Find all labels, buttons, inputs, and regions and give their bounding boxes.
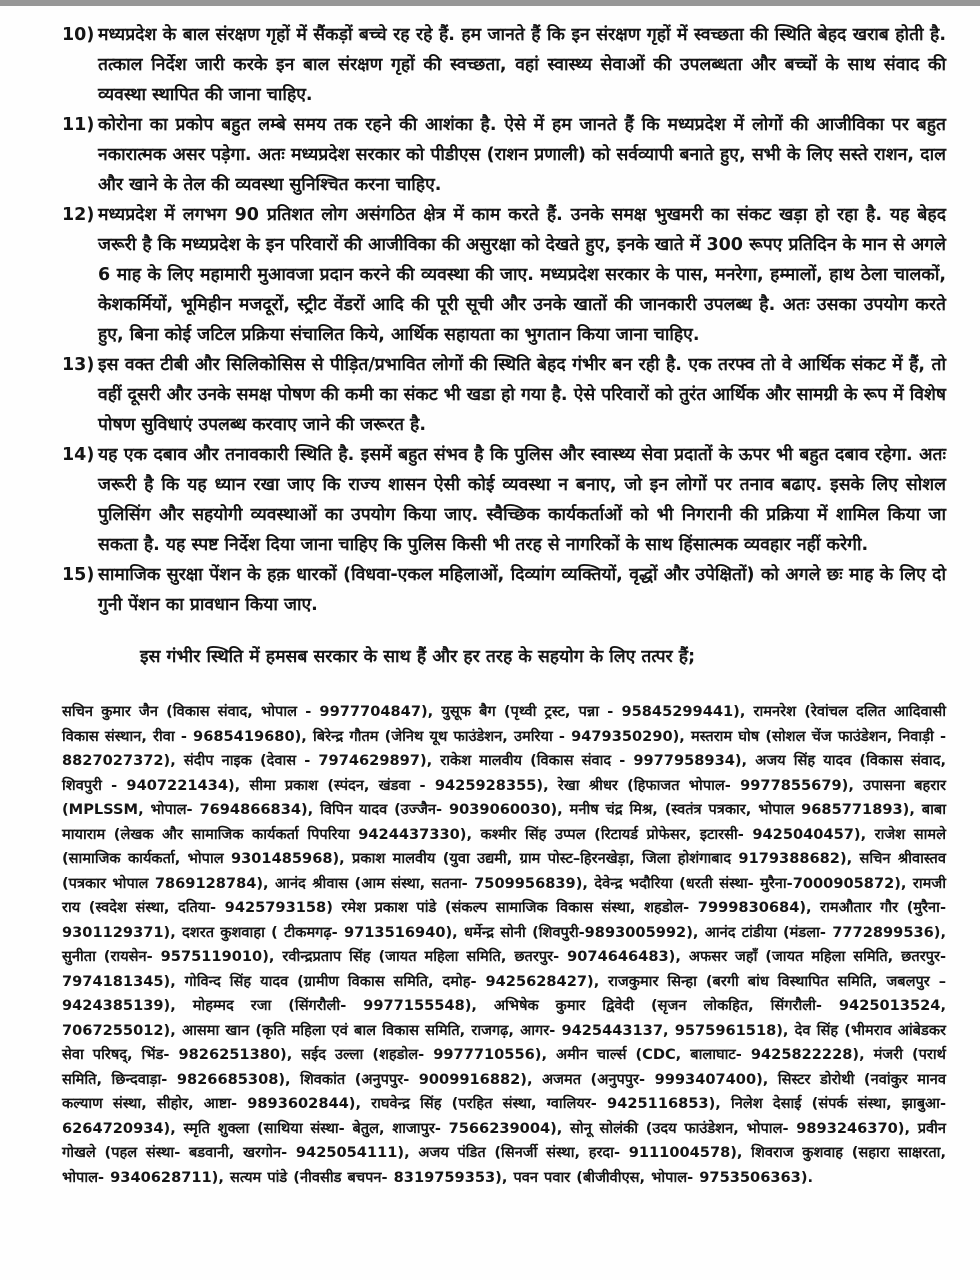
signatories-paragraph: सचिन कुमार जैन (विकास संवाद, भोपाल - 9977704847), युसूफ बैग (पृथ्वी ट्रस्ट, पन्ना - 95845299441), रामनरेश (रेवांचल दलित आदिवासी विकास संस्थान, रीवा - 9685419680), बिरेन्द्र गौतम (जेनिथ यूथ फाउंडेशन, उमरिया - 9479350290), मस्तराम घोष (सोशल चेंज फाउंडेशन, निवाड़ी - 8827027372), संदीप नाइक (देवास - 7974629897), राकेश मालवीय (विकास संवाद - 9977958934), अजय सिंह यादव (विकास संवाद, शिवपुरी - 9407221434), सीमा प्रकाश (स्पंदन, खंडवा - 9425928355), रेखा श्रीधर (हिफाजत भोपाल- 9977855679), उपासना बहरार (MPLSSM, भोपाल- 7694866834), विपिन यादव (उज्जैन- 9039060030), मनीष चंद्र मिश्र, (स्वतंत्र पत्रकार, भोपाल 9685771893), बाबा मायाराम (लेखक और सामाजिक कार्यकर्ता पिपरिया 9424437330), कश्मीर सिंह उप्पल (रिटायर्ड प्रोफेसर, इटारसी- 9425040457), राजेश सामले (सामाजिक कार्यकर्ता, भोपाल 9301485968), प्रकाश मालवीय (युवा उद्यमी, ग्राम पोस्ट–हिरनखेड़ा, जिला होशंगाबाद 9179388682), सचिन श्रीवास्तव (पत्रकार भोपाल 7869128784), आनंद श्रीवास (आम संस्था, सतना- 7509956839), देवेन्द्र भदौरिया (धरती संस्था- मुरैना-7000905872), रामजी राय (स्वदेश संस्था, दतिया- 9425793158) रमेश प्रकाश पांडे (संकल्प सामाजिक विकास संस्था, शहडोल- 7999830684), रामऔतार गौर (मुरैना- 9301129371), दशरत कुशवाहा ( टीकमगढ़- 9713516940), धर्मेन्द्र सोनी (शिवपुरी-9893005992), आनंद टांडीया (मंडला- 7772899536), सुनीता (रायसेन- 9575119010), रवीन्द्रप्रताप सिंह (जायत महिला समिति, छतरपुर- 9074646483), अफसर जहाँ (जायत महिला समिति, छतरपुर- 7974181345), गोविन्द सिंह यादव (ग्रामीण विकास समिति, दमोह- 9425628427), राजकुमार सिन्हा (बरगी बांध विस्थापित समिति, जबलपुर – 9424385139), मोहम्मद रजा (सिंगरौली- 9977155548), अभिषेक कुमार द्विवेदी (सृजन लोकहित, सिंगरौली- 9425013524, 7067255012), आसमा खान (कृति महिला एवं बाल विकास समिति, राजगढ़, आगर- 9425443137, 9575961518), देव सिंह (भीमराव आंबेडकर सेवा परिषद्, भिंड- 9826251380), सईद उल्ला (शहडोल- 9977710556), अमीन चार्ल्स (CDC, बालाघाट- 9425822228), मंजरी (परार्थ समिति, छिन्दवाड़ा- 9826685308), शिवकांत (अनुपपुर- 9009916882), अजमत (अनुपपुर- 9993407400), सिस्टर डोरोथी (नवांकुर मानव कल्याण संस्था, सीहोर, आष्टा- 9893602844), राघवेन्द्र सिंह (परहित संस्था, ग्वालियर- 9425116853), निलेश देसाई (संपर्क संस्था, झाबुआ- 6264720934), स्मृति शुक्ला (साथिया संस्था- बेतुल, शाजापुर- 7566239004), सोनू सोलंकी (उदय फाउंडेशन, भोपाल- 9893246370), प्रवीन गोखले (पहल संस्था- बडवानी, खरगोन- 9425054111), अजय पंडित (सिनर्जी संस्था, हरदा- 9111004578), शिवराज कुशवाह (सहारा साक्षरता, भोपाल- 9340628711), सत्यम पांडे (नीवसीड बचपन- 8319759353), पवन पवार (बीजीवीएस, भोपाल- 9753506363). [62,703,946,1186]
list-item-text: कोरोना का प्रकोप बहुत लम्बे समय तक रहने की आशंका है. ऐसे में हम जानते हैं कि मध्यप्रदेश में लोगों की आजीविका पर बहुत नकारात्मक असर पड़ेगा. अतः मध्यप्रदेश सरकार को पीडीएस (राशन प्रणाली) को सर्वव्यापी बनाते हुए, सभी के लिए सस्ते राशन, दाल और खाने के तेल की व्यवस्था सुनिश्चित करना चाहिए. [98,115,946,195]
scan-edge-bar [0,0,980,6]
list-item-number: 13) [62,355,95,375]
list-item-number: 12) [62,205,95,225]
list-item [62,20,946,110]
list-item [62,560,946,620]
list-item-text: मध्यप्रदेश के बाल संरक्षण गृहों में सैंकड़ों बच्चे रह रहे हैं. हम जानते हैं कि इन संरक्षण गृहों में स्वच्छता की स्थिति बेहद खराब होती है. तत्काल निर्देश जारी करके इन बाल संरक्षण गृहों की स्वच्छता, वहां स्वास्थ्य सेवाओं की उपलब्धता और बच्चों के साथ संवाद की व्यवस्था स्थापित की जाना चाहिए. [98,25,946,105]
list-item [62,440,946,560]
list-item [62,110,946,200]
list-item [62,200,946,350]
demand-list [62,20,946,620]
list-item-text: इस वक्त टीबी और सिलिकोसिस से पीड़ित/प्रभावित लोगों की स्थिति बेहद गंभीर बन रही है. एक तरफ्व तो वे आर्थिक संकट में हैं, तो वहीं दूसरी और उनके समक्ष पोषण की कमी का संकट भी खडा हो गया है. ऐसे परिवारों को तुरंत आर्थिक और सामग्री के रूप में विशेष पोषण सुविधाएं उपलब्ध करवाए जाने की जरूरत है. [98,355,946,435]
list-item-number: 11) [62,115,95,135]
list-item-text: मध्यप्रदेश में लगभग 90 प्रतिशत लोग असंगठित क्षेत्र में काम करते हैं. उनके समक्ष भुखमरी का संकट खड़ा हो रहा है. यह बेहद जरूरी है कि मध्यप्रदेश के इन परिवारों की आजीविका की असुरक्षा को देखते हुए, इनके खाते में 300 रूपए प्रतिदिन के मान से अगले 6 माह के लिए महामारी मुआवजा प्रदान करने की व्यवस्था की जाए. मध्यप्रदेश सरकार के पास, मनरेगा, हम्मालों, हाथ ठेला चालकों, केशकर्मियों, भूमिहीन मजदूरों, स्ट्रीट वेंडरों आदि की पूरी सूची और उनके खातों की जानकारी उपलब्ध है. अतः उसका उपयोग करते हुए, बिना कोई जटिल प्रक्रिया संचालित किये, आर्थिक सहायता का भुगतान किया जाना चाहिए. [98,205,946,345]
list-item-number: 10) [62,25,95,45]
closing-statement: इस गंभीर स्थिति में हमसब सरकार के साथ हैं और हर तरह के सहयोग के लिए तत्पर हैं; [140,647,696,667]
list-item-text: यह एक दबाव और तनावकारी स्थिति है. इसमें बहुत संभव है कि पुलिस और स्वास्थ्य सेवा प्रदातों के ऊपर भी बहुत दबाव रहेगा. अतः जरूरी है कि यह ध्यान रखा जाए कि राज्य शासन ऐसी कोई व्यवस्था न बनाए, जो इन लोगों पर तनाव बढाए. इसके लिए सोशल पुलिसिंग और सहयोगी व्यवस्थाओं का उपयोग किया जाए. स्वैच्छिक कार्यकर्ताओं को भी निगरानी की प्रक्रिया में शामिल किया जा सकता है. यह स्पष्ट निर्देश दिया जाना चाहिए कि पुलिस किसी भी तरह से नागरिकों के साथ हिंसात्मक व्यवहार नहीं करेगी. [98,445,946,555]
list-item-number: 15) [62,565,95,585]
list-item [62,350,946,440]
list-item-text: सामाजिक सुरक्षा पेंशन के हक़ धारकों (विधवा-एकल महिलाओं, दिव्यांग व्यक्तियों, वृद्धों और उपेक्षितों) को अगले छः माह के लिए दो गुनी पेंशन का प्रावधान किया जाए. [98,565,946,615]
document-content [62,20,946,1205]
list-item-number: 14) [62,445,95,465]
